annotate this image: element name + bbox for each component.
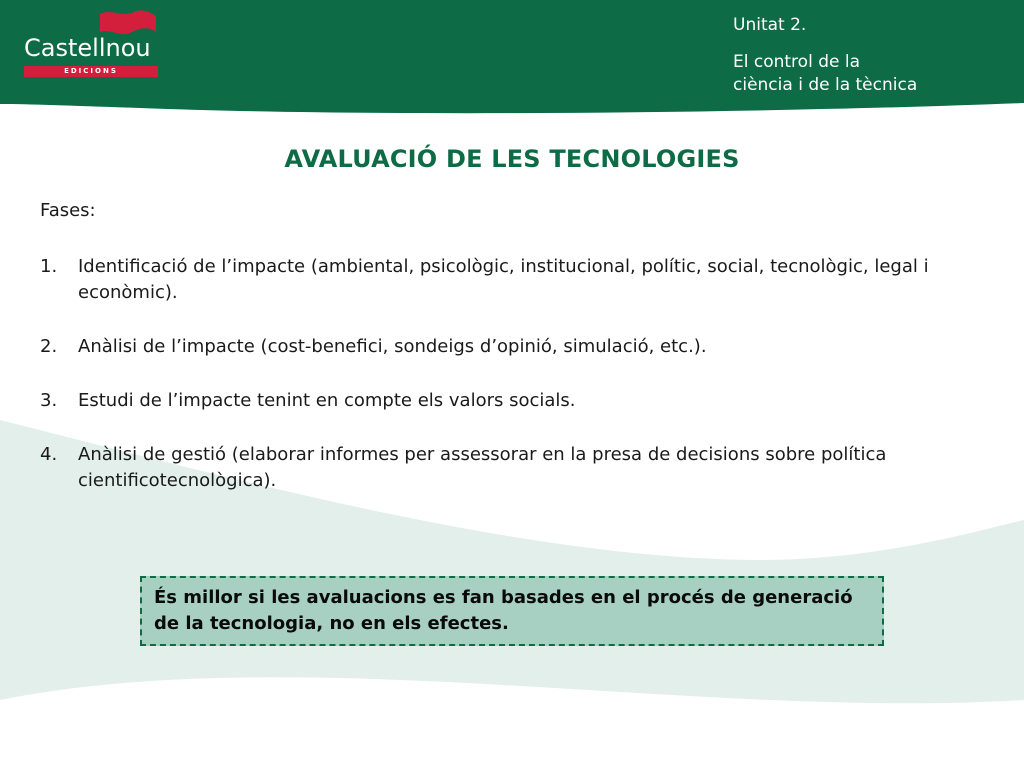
unit-title-line1: El control de la (733, 52, 860, 72)
logo-subtitle: EDICIONS (24, 66, 158, 77)
list-item-number: 1. (40, 256, 58, 277)
list-item-text: Identificació de l’impacte (ambiental, psicològic, institucional, polític, social, tecnològic, legal i econòmic). (78, 256, 929, 303)
unit-label: Unitat 2. (733, 15, 807, 35)
phases-intro: Fases: (40, 200, 96, 221)
list-item (40, 442, 970, 494)
list-item (40, 334, 970, 360)
logo-wordmark: Castellnou (24, 34, 151, 62)
highlight-note: És millor si les avaluacions es fan basades en el procés de generació de la tecnologia, no en els efectes. (140, 576, 884, 646)
list-item-text: Anàlisi de l’impacte (cost-benefici, sondeigs d’opinió, simulació, etc.). (78, 336, 707, 357)
list-item (40, 388, 970, 414)
list-item-text: Anàlisi de gestió (elaborar informes per assessorar en la presa de decisions sobre política cientificotecnològica). (78, 444, 887, 491)
castellnou-logo (22, 8, 162, 80)
unit-title-line2: ciència i de la tècnica (733, 75, 918, 95)
list-item-number: 4. (40, 444, 58, 465)
list-item-number: 2. (40, 336, 58, 357)
list-item-text: Estudi de l’impacte tenint en compte els valors socials. (78, 390, 576, 411)
phases-list (40, 254, 970, 522)
unit-title (733, 51, 917, 97)
list-item-number: 3. (40, 390, 58, 411)
list-item (40, 254, 970, 306)
page-title: AVALUACIÓ DE LES TECNOLOGIES (284, 145, 740, 173)
